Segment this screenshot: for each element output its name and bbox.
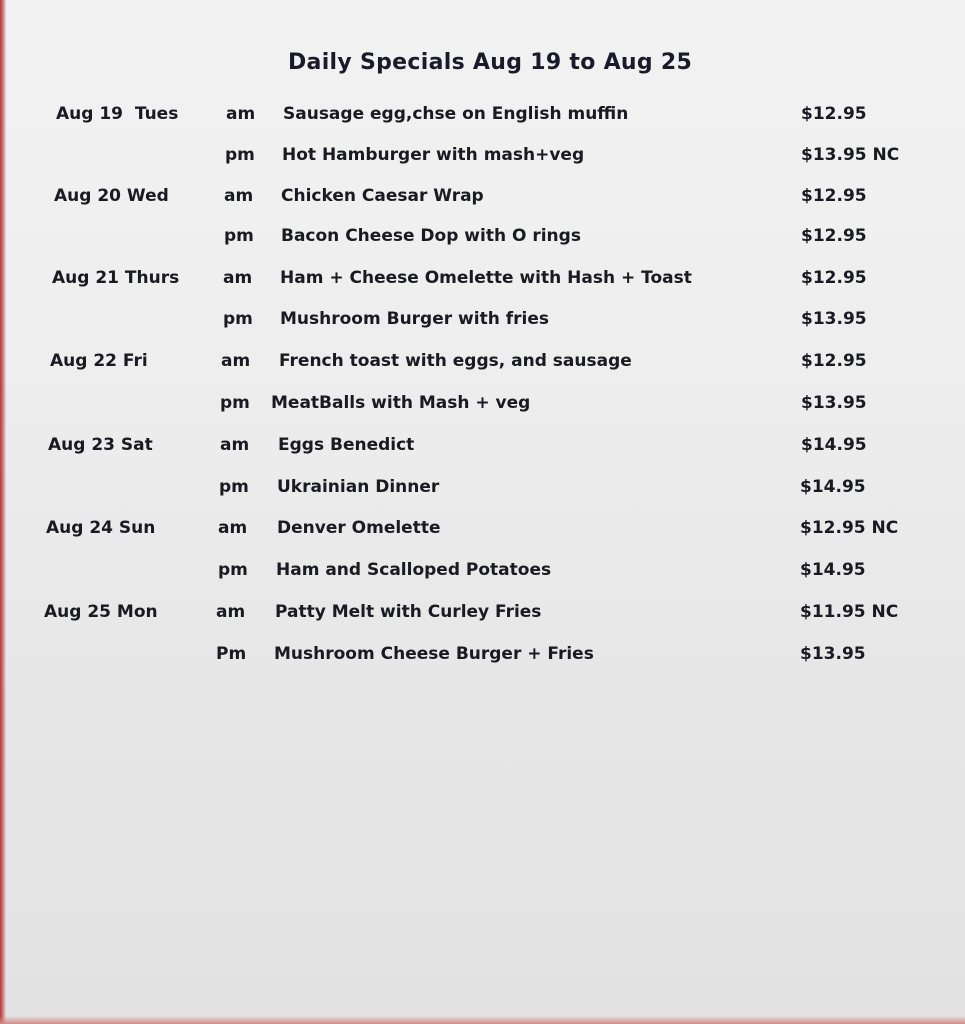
- row-day: Aug 22 Fri: [50, 351, 148, 371]
- row-price: $12.95: [801, 268, 867, 288]
- menu-row: [6, 100, 965, 130]
- row-item: Ukrainian Dinner: [277, 477, 440, 497]
- row-period: pm: [220, 393, 250, 413]
- row-period: am: [223, 268, 253, 288]
- row-price: $12.95: [801, 226, 867, 246]
- row-price: $12.95 NC: [800, 518, 899, 538]
- row-item: Hot Hamburger with mash+veg: [282, 145, 585, 165]
- row-period: am: [224, 186, 254, 206]
- row-price: $14.95: [801, 435, 867, 455]
- row-item: Bacon Cheese Dop with O rings: [281, 226, 581, 246]
- row-price: $12.95: [801, 104, 867, 124]
- menu-row: [6, 389, 965, 419]
- row-item: Ham and Scalloped Potatoes: [276, 560, 552, 580]
- row-item: Chicken Caesar Wrap: [281, 186, 484, 206]
- row-period: pm: [223, 309, 253, 329]
- row-item: Eggs Benedict: [278, 435, 415, 455]
- row-item: Denver Omelette: [277, 518, 441, 538]
- row-day: Aug 23 Sat: [48, 435, 153, 455]
- page-title: Daily Specials Aug 19 to Aug 25: [288, 50, 693, 75]
- row-period: pm: [224, 226, 254, 246]
- menu-row: [6, 182, 965, 212]
- row-price: $12.95: [801, 186, 867, 206]
- row-period: am: [220, 435, 250, 455]
- row-day: Aug 21 Thurs: [52, 268, 180, 288]
- row-price: $13.95 NC: [801, 145, 900, 165]
- menu-row: [6, 556, 965, 586]
- row-day: Aug 19 Tues: [56, 104, 179, 124]
- row-item: Ham + Cheese Omelette with Hash + Toast: [280, 268, 692, 288]
- menu-row: [6, 264, 965, 294]
- row-price: $14.95: [800, 560, 866, 580]
- row-period: pm: [219, 477, 249, 497]
- menu-row: [6, 222, 965, 252]
- menu-row: [6, 431, 965, 461]
- menu-row: [6, 598, 965, 628]
- row-item: Mushroom Burger with fries: [280, 309, 549, 329]
- menu-row: [6, 141, 965, 171]
- row-period: am: [226, 104, 256, 124]
- row-period: am: [218, 518, 248, 538]
- row-period: am: [221, 351, 251, 371]
- row-period: am: [216, 602, 246, 622]
- row-item: Sausage egg,chse on English muffin: [283, 104, 629, 124]
- row-period: Pm: [216, 644, 247, 664]
- page-edge-bottom: [0, 1016, 965, 1024]
- menu-row: [6, 347, 965, 377]
- row-price: $13.95: [801, 393, 867, 413]
- row-price: $13.95: [801, 309, 867, 329]
- row-day: Aug 20 Wed: [54, 186, 169, 206]
- row-price: $11.95 NC: [800, 602, 899, 622]
- row-price: $13.95: [800, 644, 866, 664]
- row-item: Mushroom Cheese Burger + Fries: [274, 644, 594, 664]
- row-price: $12.95: [801, 351, 867, 371]
- menu-row: [6, 640, 965, 670]
- row-day: Aug 25 Mon: [44, 602, 158, 622]
- menu-sheet: [6, 0, 965, 1024]
- row-day: Aug 24 Sun: [46, 518, 156, 538]
- row-period: pm: [225, 145, 255, 165]
- menu-row: [6, 514, 965, 544]
- row-price: $14.95: [800, 477, 866, 497]
- menu-row: [6, 473, 965, 503]
- row-item: MeatBalls with Mash + veg: [271, 393, 531, 413]
- row-period: pm: [218, 560, 248, 580]
- menu-row: [6, 305, 965, 335]
- row-item: Patty Melt with Curley Fries: [275, 602, 542, 622]
- row-item: French toast with eggs, and sausage: [279, 351, 632, 371]
